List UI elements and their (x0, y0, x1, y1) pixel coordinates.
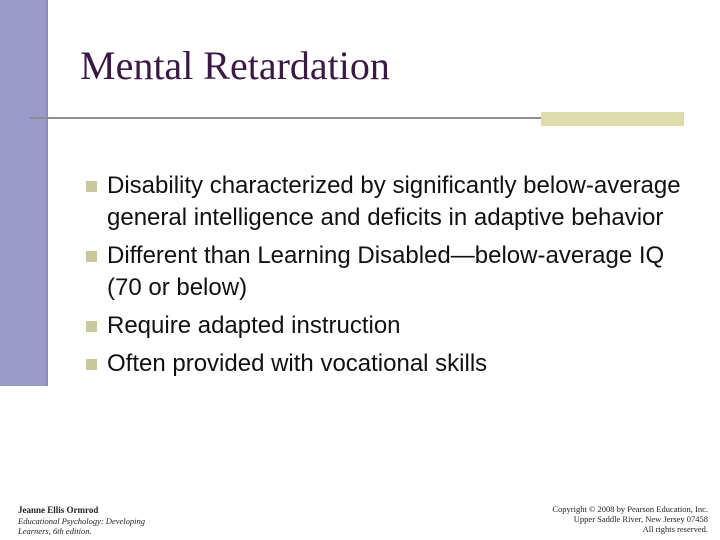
square-bullet-icon (86, 321, 97, 332)
footer-author: Jeanne Ellis Ormrod (18, 505, 99, 515)
square-bullet-icon (86, 251, 97, 262)
copyright-line-3: All rights reserved. (642, 524, 708, 534)
bullet-list (84, 170, 704, 386)
bullet-text: Disability characterized by significantly below-average general intelligence and deficits in adaptive behavior (107, 172, 681, 231)
bullet-item (84, 170, 704, 234)
square-bullet-icon (86, 181, 97, 192)
footer-book-line-2: Learners, 6th edition. (18, 526, 92, 536)
footer-copyright (538, 504, 708, 534)
bullet-item (84, 240, 704, 304)
slide-title: Mental Retardation (80, 43, 390, 88)
copyright-line-1: Copyright © 2008 by Pearson Education, Inc. (552, 504, 708, 514)
bullet-text: Different than Learning Disabled—below-average IQ (70 or below) (107, 242, 665, 301)
footer-book-line-1: Educational Psychology: Developing (18, 516, 145, 526)
copyright-line-2: Upper Saddle River, New Jersey 07458 (573, 514, 708, 524)
bullet-text: Require adapted instruction (107, 312, 401, 339)
footer-attribution (18, 504, 168, 536)
bullet-item (84, 348, 704, 380)
bullet-item (84, 310, 704, 342)
square-bullet-icon (86, 359, 97, 370)
bullet-text: Often provided with vocational skills (107, 350, 488, 377)
left-accent-bar (0, 0, 48, 386)
left-accent-bar-edge (46, 0, 48, 386)
title-divider-accent-block (541, 112, 684, 126)
